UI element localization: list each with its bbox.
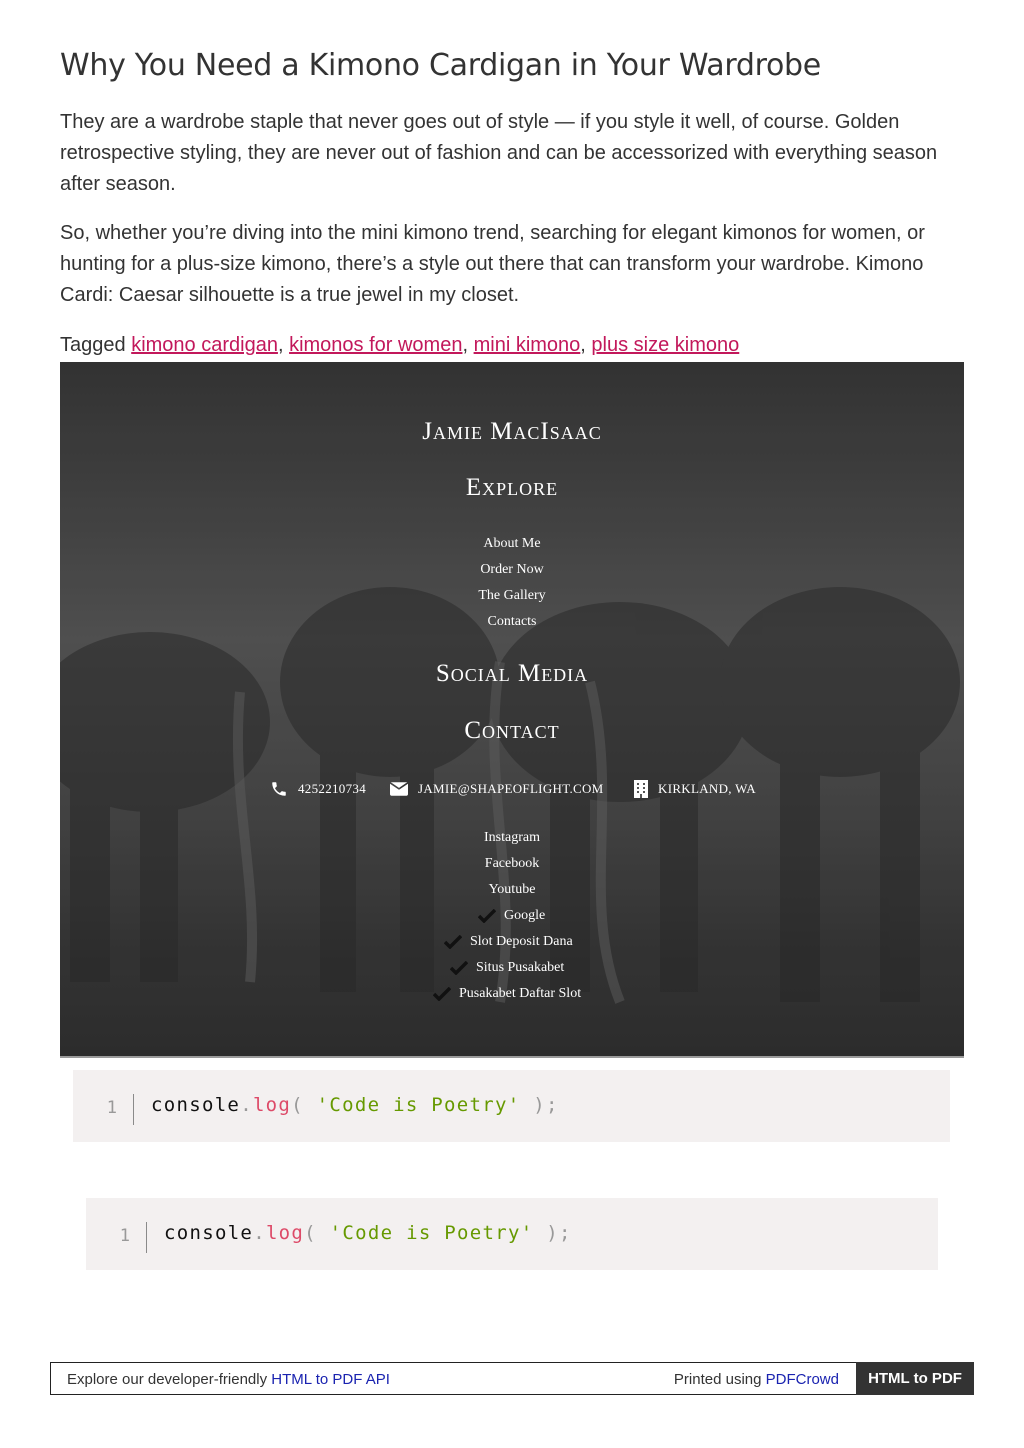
tag-separator: , bbox=[580, 334, 586, 356]
line-number-divider bbox=[133, 1094, 134, 1125]
checkmark-icon bbox=[478, 909, 496, 923]
code-string: 'Code is Poetry' bbox=[316, 1094, 521, 1116]
check-link-label: Google bbox=[504, 908, 546, 923]
contact-info-row bbox=[60, 777, 964, 801]
tag-link-mini-kimono[interactable]: mini kimono bbox=[473, 334, 581, 356]
building-icon bbox=[634, 780, 648, 798]
footer-link-contacts[interactable]: Contacts bbox=[487, 614, 537, 629]
code-close-paren: ); bbox=[533, 1222, 572, 1244]
footer-link-order-now[interactable]: Order Now bbox=[480, 562, 544, 577]
footer-explore-heading: Explore bbox=[465, 474, 559, 501]
code-object: console bbox=[164, 1222, 254, 1244]
check-link-pusakabet-daftar-slot[interactable] bbox=[433, 984, 581, 1004]
tag-link-kimono-cardigan[interactable]: kimono cardigan bbox=[131, 334, 278, 356]
tagged-label: Tagged bbox=[60, 334, 126, 356]
checkmark-icon bbox=[450, 961, 468, 975]
tag-separator: , bbox=[277, 334, 284, 356]
code-line-number: 1 bbox=[119, 1226, 130, 1246]
code-dot: . bbox=[253, 1222, 266, 1244]
code-dot: . bbox=[240, 1094, 253, 1116]
code-close-paren: ); bbox=[520, 1094, 559, 1116]
code-line bbox=[151, 1094, 559, 1116]
html-to-pdf-button[interactable]: HTML to PDF bbox=[856, 1362, 974, 1395]
code-line bbox=[164, 1222, 572, 1244]
contact-location bbox=[634, 777, 756, 801]
social-link-facebook[interactable]: Facebook bbox=[484, 856, 540, 871]
code-block bbox=[86, 1198, 938, 1270]
tag-separator: , bbox=[462, 334, 469, 356]
line-number-divider bbox=[146, 1222, 147, 1253]
html-to-pdf-api-link[interactable]: HTML to PDF API bbox=[271, 1371, 390, 1388]
check-link-google[interactable] bbox=[478, 906, 545, 926]
footer-contact-heading: Contact bbox=[464, 717, 560, 744]
contact-phone[interactable] bbox=[270, 777, 366, 801]
contact-location-text: KIRKLAND, WA bbox=[658, 781, 756, 796]
checkmark-icon bbox=[433, 987, 451, 1001]
banner-left bbox=[67, 1371, 390, 1388]
contact-phone-text: 4252210734 bbox=[298, 781, 366, 796]
article-title: Why You Need a Kimono Cardigan in Your Wardrobe bbox=[60, 48, 821, 83]
footer-site-name: Jamie MacIsaac bbox=[422, 418, 602, 445]
pdfcrowd-link[interactable]: PDFCrowd bbox=[765, 1371, 839, 1388]
banner-right-text: Printed using bbox=[673, 1371, 762, 1388]
code-block bbox=[73, 1070, 950, 1142]
footer-link-the-gallery[interactable]: The Gallery bbox=[478, 588, 546, 603]
envelope-icon bbox=[390, 782, 408, 796]
article-paragraph-1: They are a wardrobe staple that never goes out of style — if you style it well, of course. Golden retrospective styling, they are never out of fashion and can be accessorized with everything season after season. bbox=[60, 111, 938, 195]
footer-social-heading: Social Media bbox=[435, 660, 589, 687]
social-link-youtube[interactable]: Youtube bbox=[488, 882, 536, 897]
check-link-label: Pusakabet Daftar Slot bbox=[459, 986, 582, 1001]
contact-email[interactable] bbox=[390, 777, 604, 801]
code-object: console bbox=[151, 1094, 241, 1116]
banner-right bbox=[674, 1371, 839, 1388]
tag-link-plus-size-kimono[interactable]: plus size kimono bbox=[591, 334, 740, 356]
check-link-slot-deposit-dana[interactable] bbox=[444, 932, 573, 952]
tags-line bbox=[60, 330, 739, 361]
code-function: log bbox=[252, 1094, 292, 1116]
check-link-label: Situs Pusakabet bbox=[476, 960, 565, 975]
footer-link-about-me[interactable]: About Me bbox=[483, 536, 541, 551]
contact-email-text: JAMIE@SHAPEOFLIGHT.COM bbox=[418, 781, 604, 796]
phone-icon bbox=[270, 780, 288, 798]
tag-link-kimonos-for-women[interactable]: kimonos for women bbox=[289, 334, 463, 356]
checkmark-icon bbox=[444, 935, 462, 949]
code-string: 'Code is Poetry' bbox=[329, 1222, 534, 1244]
site-footer-widget bbox=[60, 362, 964, 1058]
pdfcrowd-banner bbox=[50, 1362, 974, 1395]
banner-left-text: Explore our developer-friendly bbox=[67, 1371, 268, 1388]
check-link-label: Slot Deposit Dana bbox=[470, 934, 573, 949]
social-link-instagram[interactable]: Instagram bbox=[484, 830, 540, 845]
check-link-situs-pusakabet[interactable] bbox=[450, 958, 564, 978]
article-paragraph-2: So, whether you’re diving into the mini kimono trend, searching for elegant kimonos for women, or hunting for a plus-size kimono, there’s a style out there that can transform your wardrobe. Kimono Cardi: Caesar silhouette is a true jewel in my closet. bbox=[60, 222, 925, 306]
code-open-paren: ( bbox=[291, 1094, 317, 1116]
code-function: log bbox=[265, 1222, 305, 1244]
code-line-number: 1 bbox=[106, 1098, 117, 1118]
code-open-paren: ( bbox=[304, 1222, 330, 1244]
